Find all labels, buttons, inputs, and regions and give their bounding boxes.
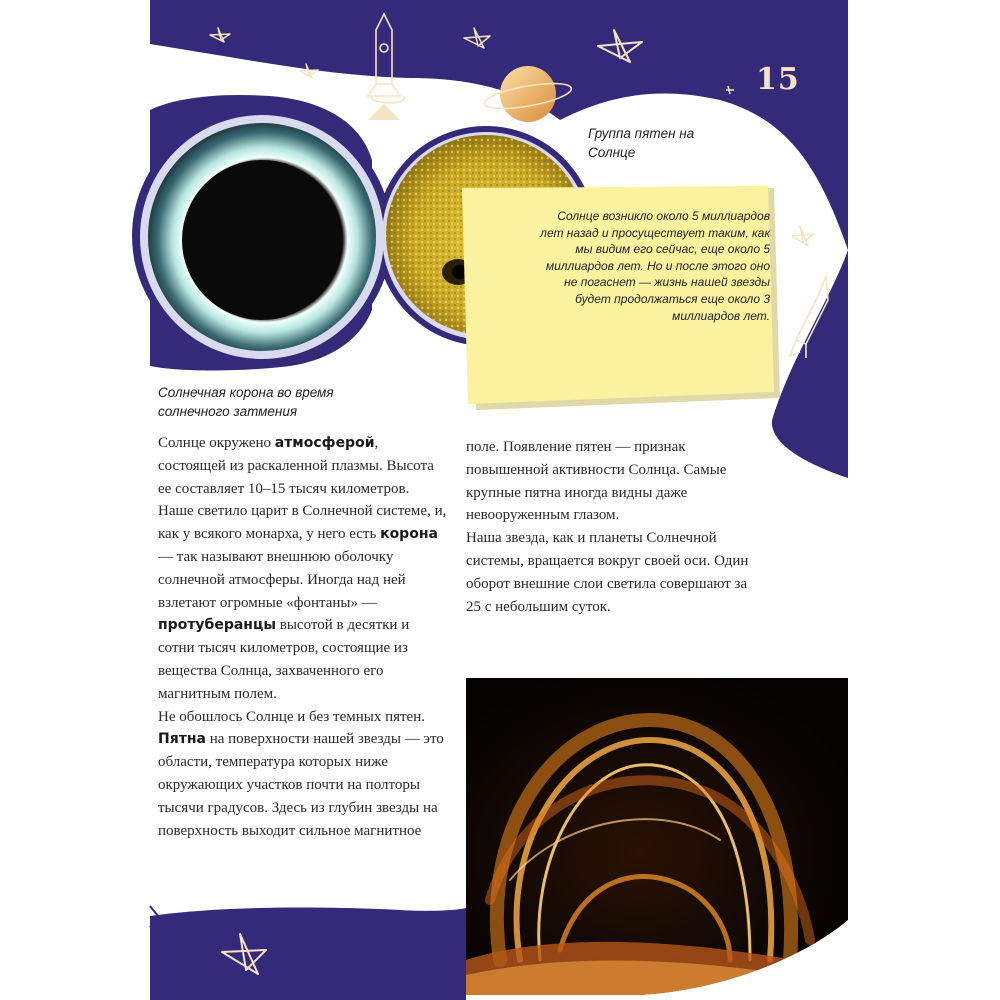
caption-sunspots: Группа пятен на Солнце (588, 126, 695, 160)
body-column-left (158, 432, 448, 842)
body-column-right (466, 436, 756, 618)
text-run: , состоящей из раскаленной плазмы. Высота ее составляет 10–15 тысяч километров. Наше светило царит в Солнечной системе, и, как у всякого монарха, у него есть (158, 435, 447, 543)
term-atmosphere: атмосферой (274, 435, 375, 451)
text-run: — так называют внешнюю оболочку солнечной атмосферы. Иногда над ней взлетают огромные «фонтаны» — (158, 548, 406, 611)
space-right (772, 250, 848, 478)
sticky-note (462, 186, 780, 410)
text-run: Не обошлось Солнце и без темных пятен. (158, 708, 425, 725)
caption-corona: Солнечная корона во время солнечного затмения (158, 385, 334, 419)
space-bottom (150, 908, 466, 1000)
term-prominences: протуберанцы (158, 617, 277, 634)
text-run: высотой в десятки и сотни тысяч километров, состоящие из вещества Солнца, захваченного его магнитным полем. (158, 617, 410, 702)
page-number: 15 (756, 62, 800, 97)
text-run: на поверхности нашей звезды — это области, температура которых ниже окружающих участков почти на полторы тысячи градусов. Здесь из глубин звезды на поверхность выходит сильное магнитное (158, 731, 444, 839)
text-run: поле. Появление пятен — признак повышенной активности Солнца. Самые крупные пятна иногда видны даже невооруженным глазом. (466, 439, 727, 524)
sticky-note-text: Солнце возникло около 5 миллиардов лет назад и просуществует таким, как мы видим его сейчас, еще около 5 миллиардов лет. Но и после этого оно не погаснет — жизнь нашей звезды будет продолжаться еще около 3 миллиардов лет. (540, 209, 770, 323)
prominence-photo (466, 678, 848, 998)
term-spots: Пятна (158, 731, 206, 748)
text-run: Солнце окружено (158, 435, 275, 451)
term-corona: корона (380, 526, 438, 543)
text-run: Наша звезда, как и планеты Солнечной системы, вращается вокруг своей оси. Один оборот внешние слои светила совершают за 25 с небольшим суток. (466, 530, 749, 615)
